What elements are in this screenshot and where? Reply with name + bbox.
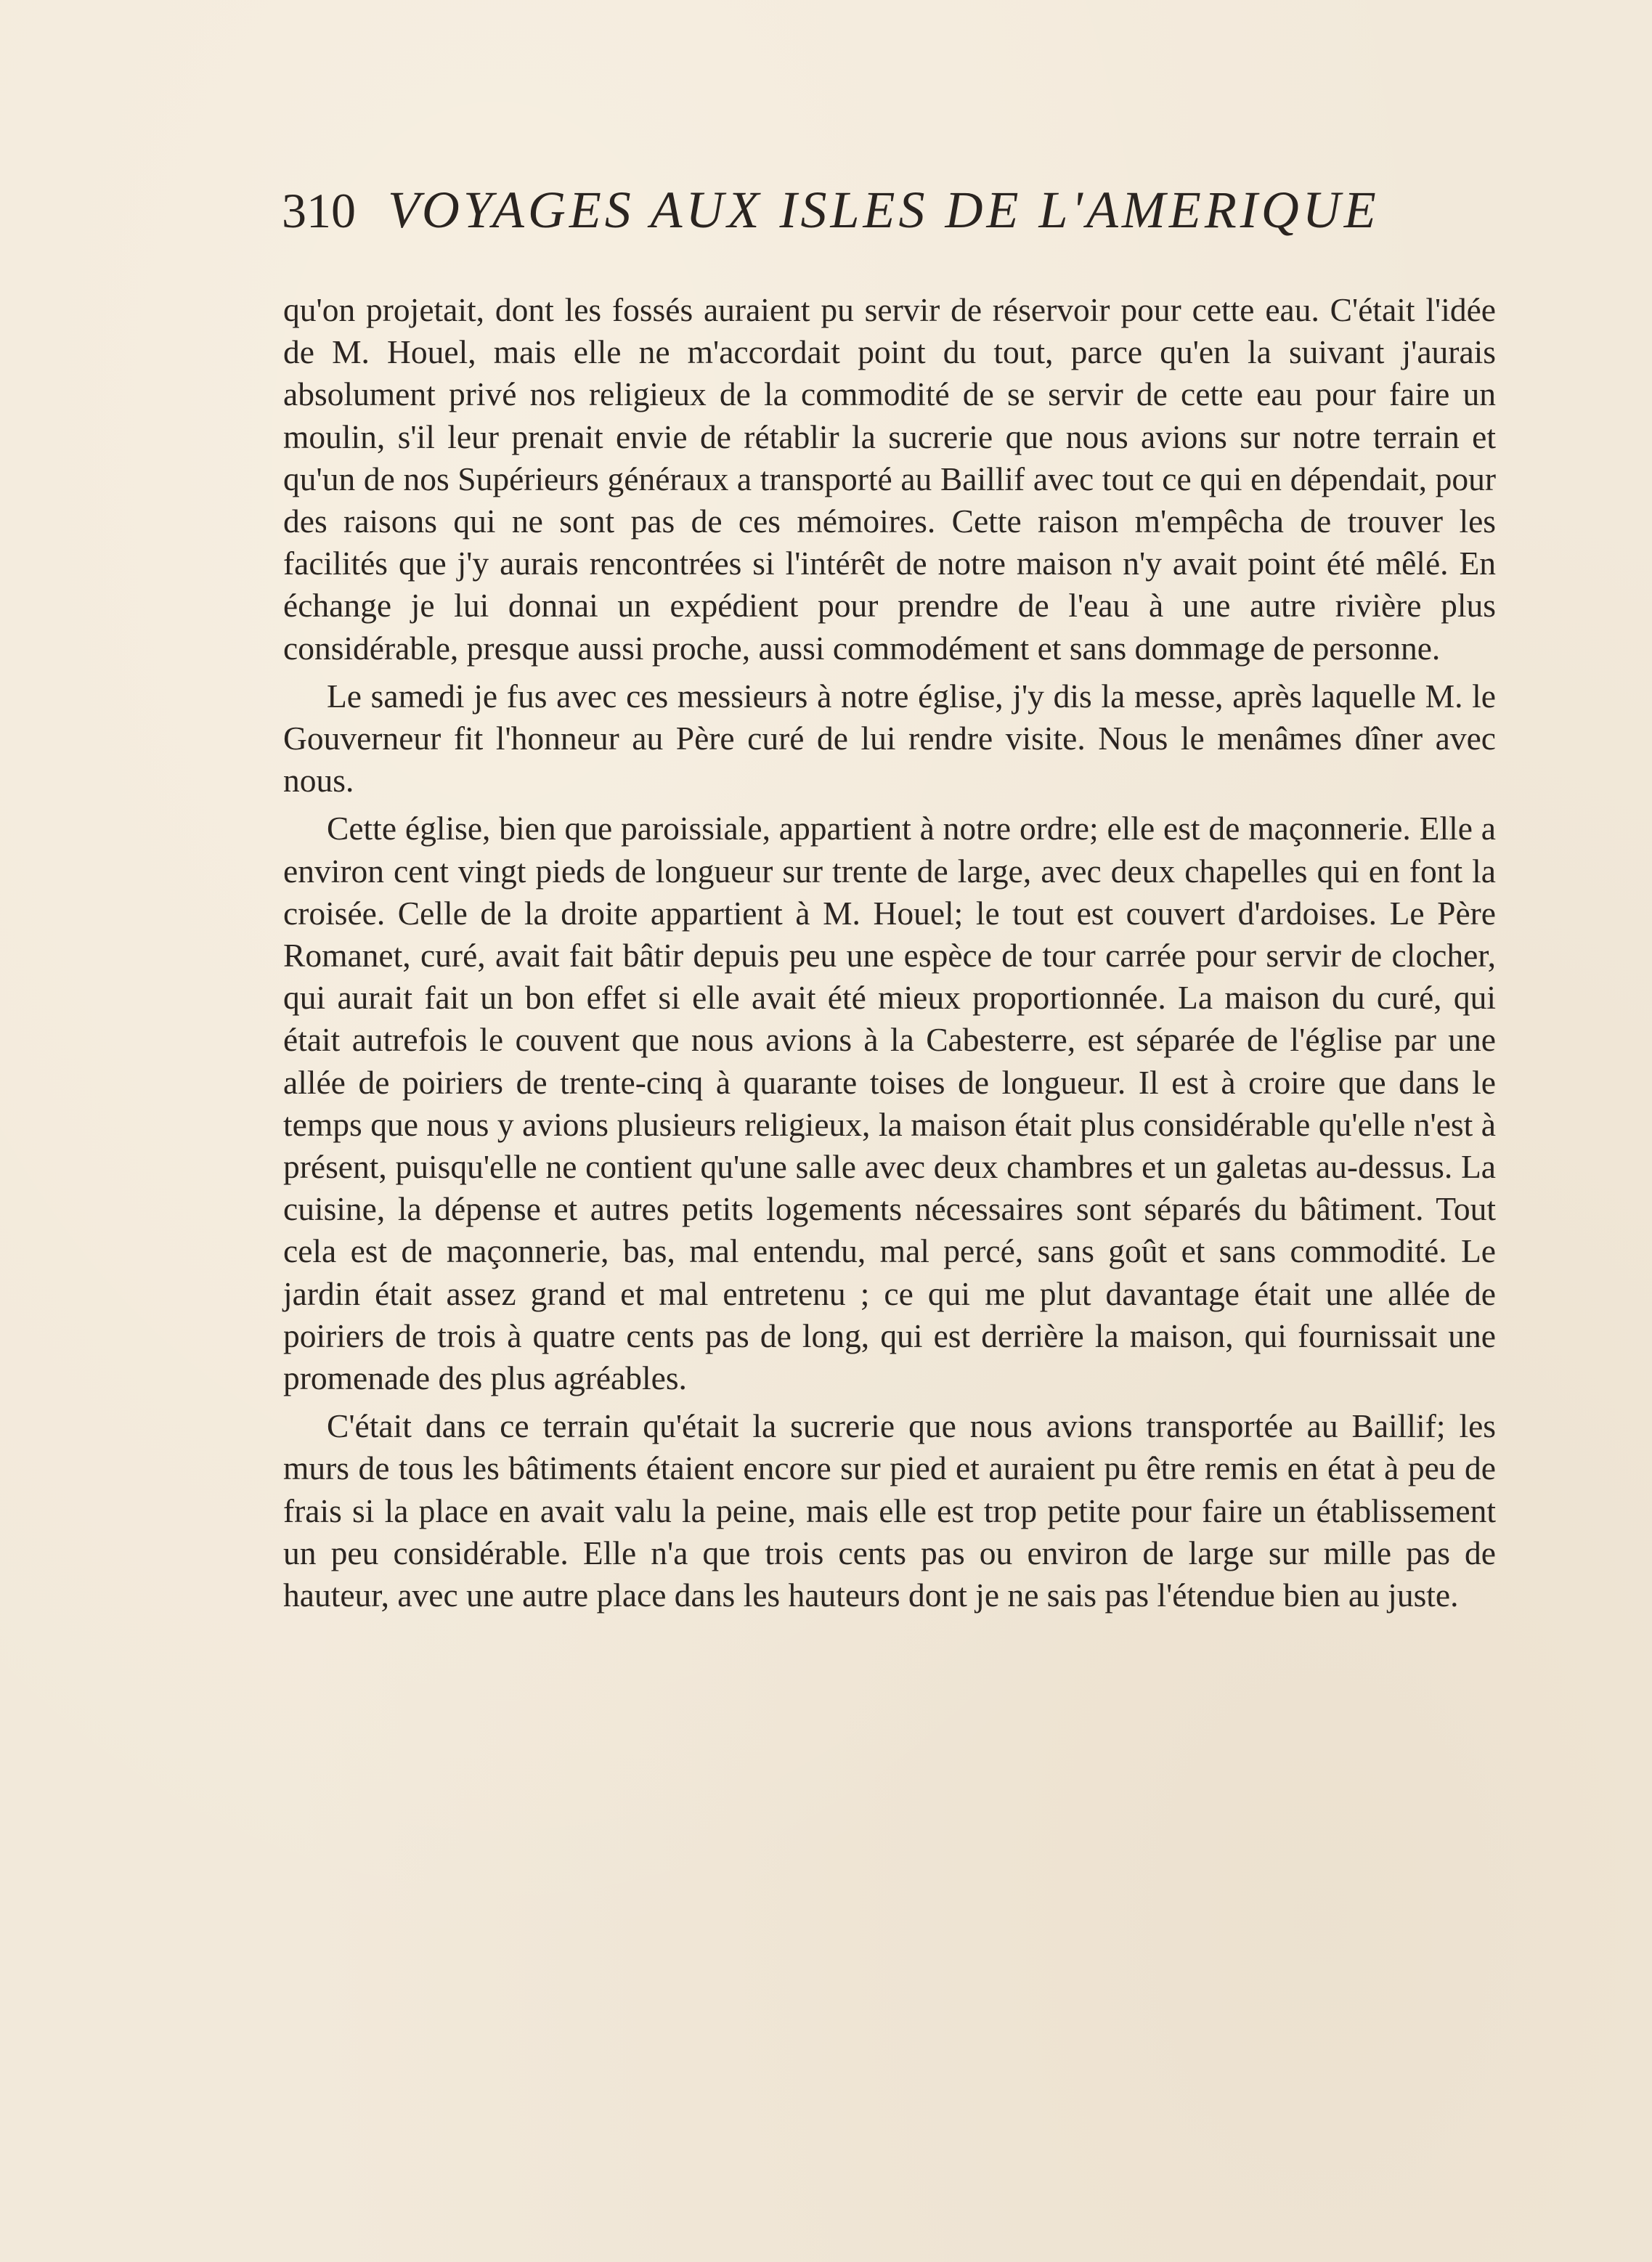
paragraph: Cette église, bien que paroissiale, appartient à notre ordre; elle est de maçonnerie. Elle a environ cent vingt pieds de longueur sur trente de large, avec deux chapelles qui en font la croisée. Celle de la droite appartient à M. Houel; le tout est couvert d'ardoises. Le Père Romanet, curé, avait fait bâtir depuis peu une espèce de tour carrée pour servir de clocher, qui aurait fait un bon effet si elle avait été mieux proportionnée. La maison du curé, qui était autrefois le couvent que nous avions à la Cabesterre, est séparée de l'église par une allée de poiriers de trente-cinq à quarante toises de longueur. Il est à croire que dans le temps que nous y avions plusieurs religieux, la maison était plus considérable qu'elle n'est à présent, puisqu'elle ne contient qu'une salle avec deux chambres et un galetas au-dessus. La cuisine, la dépense et autres petits logements nécessaires sont séparés du bâtiment. Tout cela est de maçonnerie, bas, mal entendu, mal percé, sans goût et sans commodité. Le jardin était assez grand et mal entretenu ; ce qui me plut davantage était une allée de poiriers de trois à quatre cents pas de long, qui est derrière la maison, qui fournissait une promenade des plus agréables. xyxy=(283,810,1496,1397)
page-number: 310 xyxy=(282,183,356,238)
paragraph: Le samedi je fus avec ces messieurs à notre église, j'y dis la messe, après laquelle M. le Gouverneur fit l'honneur au Père curé de lui rendre visite. Nous le menâmes dîner avec nous. xyxy=(283,677,1496,800)
running-head xyxy=(282,180,1502,245)
paragraph: C'était dans ce terrain qu'était la sucrerie que nous avions transportée au Baillif; les murs de tous les bâtiments étaient encore sur pied et auraient pu être remis en état à peu de frais si la place en avait valu la peine, mais elle est trop petite pour faire un établissement un peu considérable. Elle n'a que trois cents pas ou environ de large sur mille pas de hauteur, avec une autre place dans les hauteurs dont je ne sais pas l'étendue bien au juste. xyxy=(283,1407,1496,1614)
paragraph-continued: qu'on projetait, dont les fossés auraient pu servir de réservoir pour cette eau. C'était l'idée de M. Houel, mais elle ne m'accordait point du tout, parce qu'en la suivant j'aurais absolument privé nos religieux de la commodité de se servir de cette eau pour faire un moulin, s'il leur prenait envie de rétablir la sucrerie que nous avions sur notre terrain et qu'un de nos Supérieurs généraux a transporté au Baillif avec tout ce qui en dépendait, pour des raisons qui ne sont pas de ces mémoires. Cette raison m'empêcha de trouver les facilités que j'y aurais rencontrées si l'intérêt de notre maison n'y avait point été mêlé. En échange je lui donnai un expédient pour prendre de l'eau à une autre rivière plus considérable, presque aussi proche, aussi commodément et sans dommage de personne. xyxy=(283,291,1496,667)
running-title: VOYAGES AUX ISLES DE L'AMERIQUE xyxy=(388,181,1380,239)
body-text xyxy=(283,289,1496,1616)
